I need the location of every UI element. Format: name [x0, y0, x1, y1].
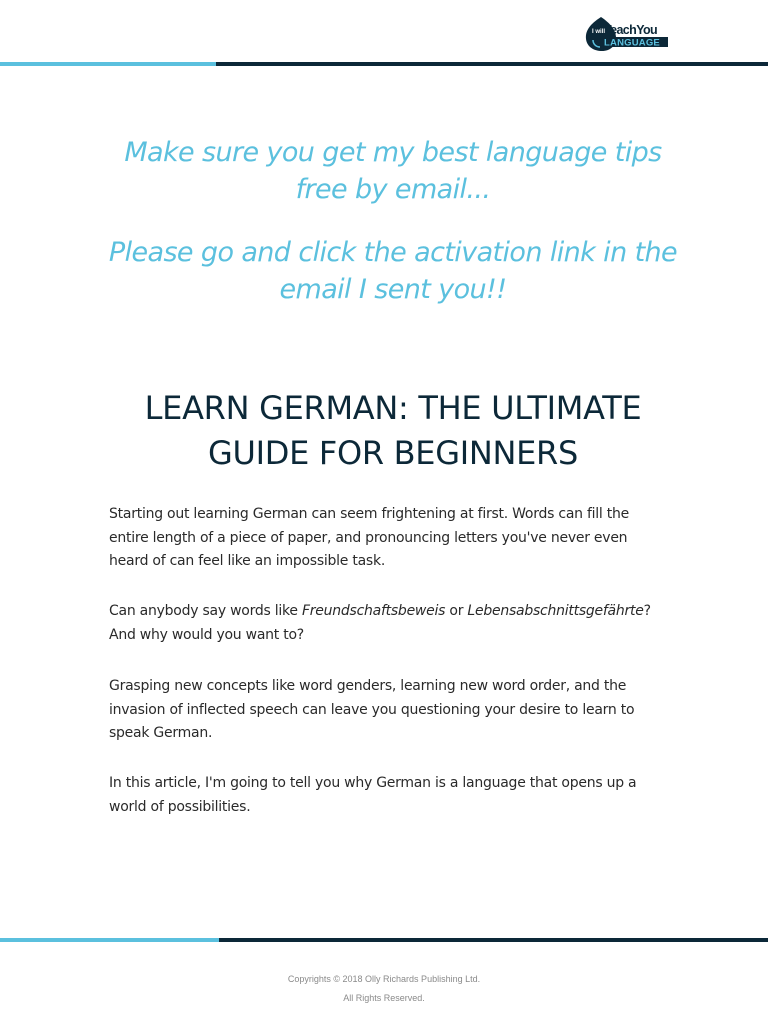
article-title: LEARN GERMAN: THE ULTIMATE GUIDE FOR BEGINNERS [144, 389, 642, 472]
promo-message-activation: Please go and click the activation link in the email I sent you!! [108, 237, 678, 305]
footer-divider [0, 938, 768, 942]
logo-prefix: I will [592, 29, 606, 35]
header-divider [0, 62, 768, 66]
brand-logo [585, 16, 669, 52]
header-divider-accent [0, 62, 216, 66]
paragraph-2-text-middle: or [445, 603, 468, 619]
article-paragraph-1: Starting out learning German can seem frightening at first. Words can fill the entire length of a piece of paper, and pronouncing letters you've never even heard of can feel like an impossible task. [109, 506, 629, 569]
paragraph-2-text-before: Can anybody say words like [109, 603, 302, 619]
article-paragraph-2 [109, 600, 669, 647]
article-paragraph-3: Grasping new concepts like word genders, learning new word order, and the invasion of inflected speech can leave you questioning your desire to learn to speak German. [109, 678, 635, 741]
paragraph-2-text-after: ? And why would you want to? [109, 603, 651, 643]
german-word-lebensabschnittsgefaehrte: Lebensabschnittsgefährte [467, 603, 644, 619]
footer-rights: All Rights Reserved. [343, 993, 425, 1003]
drop-shaped-logo-icon [585, 16, 669, 52]
logo-teachyou: TeachYou [604, 23, 658, 37]
promo-message-tips: Make sure you get my best language tips free by email... [124, 137, 662, 205]
footer-divider-accent [0, 938, 219, 942]
footer-divider-main [219, 938, 768, 942]
article-paragraph-4: In this article, I'm going to tell you why German is a language that opens up a world of possibilities. [109, 775, 637, 815]
footer-copyright: Copyrights © 2018 Olly Richards Publishing Ltd. [287, 974, 481, 984]
header-divider-main [216, 62, 768, 66]
german-word-freundschaftsbeweis: Freundschaftsbeweis [301, 603, 446, 619]
logo-language: LANGUAGE [604, 37, 660, 49]
